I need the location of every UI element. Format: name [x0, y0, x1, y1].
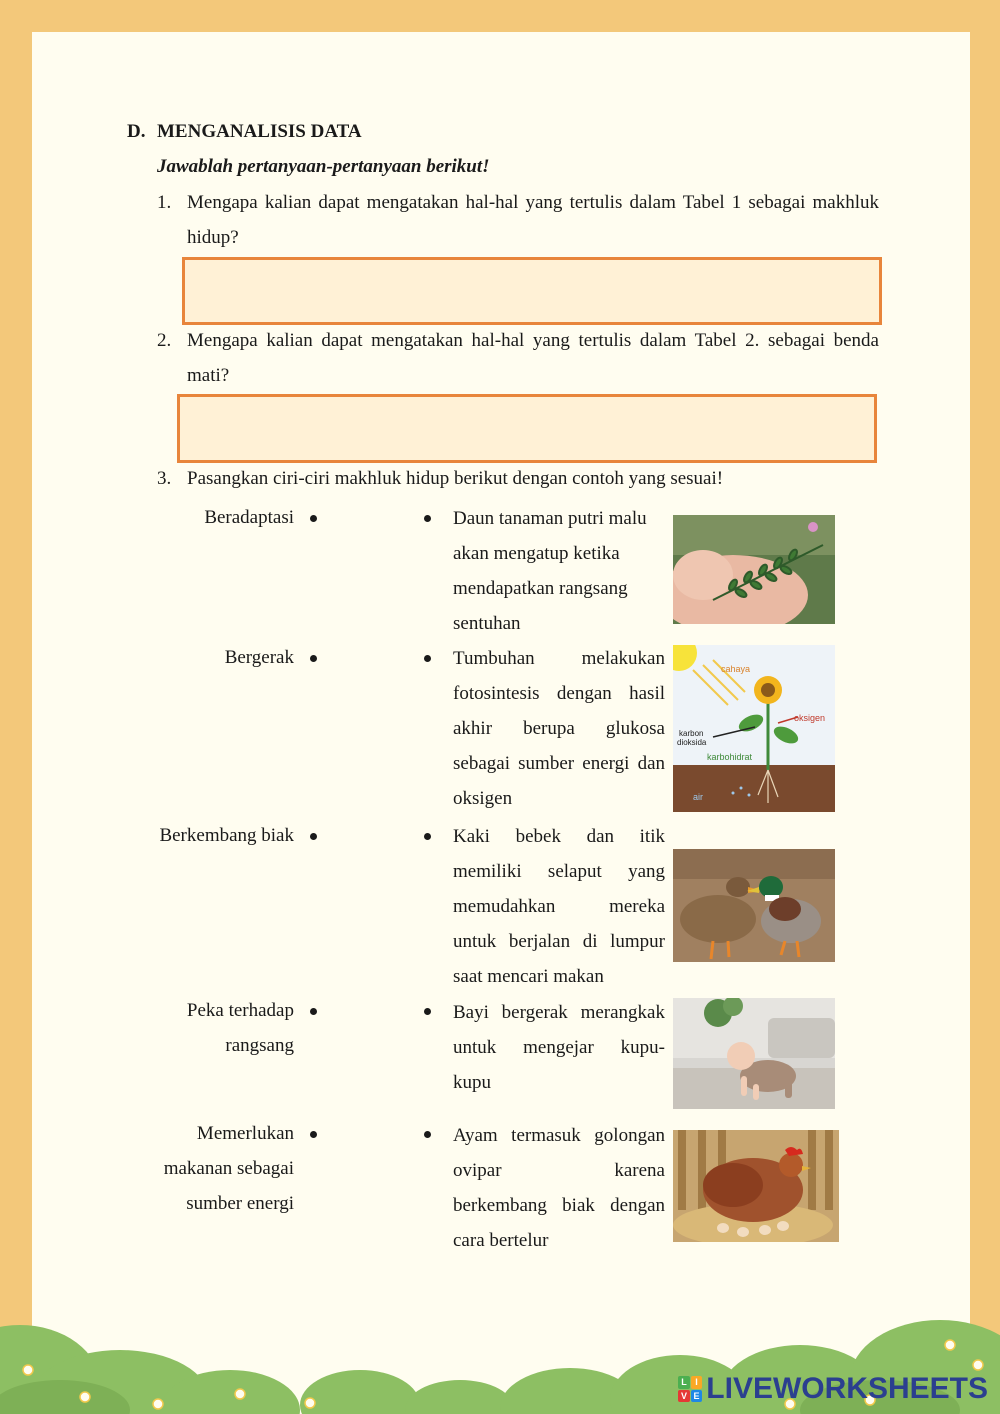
answer-box-1[interactable]	[182, 257, 882, 325]
match-dot-left-5[interactable]	[310, 1131, 317, 1138]
left-item-line: Memerlukan	[196, 1123, 294, 1144]
right-item-putri-malu	[453, 501, 665, 641]
brand-text: LIVEWORKSHEETS	[706, 1372, 988, 1405]
match-dot-right-5[interactable]	[424, 1131, 431, 1138]
right-item-line: oksigen	[453, 788, 513, 809]
ducks-photo	[673, 849, 835, 962]
right-item-line: Ayam termasuk golongan	[453, 1125, 665, 1146]
answer-box-2[interactable]	[177, 394, 877, 463]
section-letter: D.	[127, 121, 146, 142]
section-title-text: MENGANALISIS DATA	[157, 121, 362, 142]
right-item-line: Bayi bergerak merangkak	[453, 1002, 665, 1023]
right-item-line: untuk mengejar kupu-	[453, 1037, 665, 1058]
right-item-line: sentuhan	[453, 613, 521, 634]
right-item-line: fotosintesis dengan hasil	[453, 683, 665, 704]
left-item-line: Berkembang biak	[159, 825, 294, 846]
right-item-line: mendapatkan rangsang	[453, 578, 628, 599]
right-item-line: ovipar karena	[453, 1160, 665, 1181]
right-item-line: Kaki bebek dan itik	[453, 826, 665, 847]
question-2	[157, 323, 879, 393]
match-dot-right-1[interactable]	[424, 515, 431, 522]
left-item-line: rangsang	[225, 1035, 294, 1056]
label-air: air	[693, 792, 704, 802]
match-dot-left-1[interactable]	[310, 515, 317, 522]
label-cahaya: cahaya	[721, 664, 751, 674]
question-3	[157, 461, 879, 496]
left-item-line: Beradaptasi	[204, 507, 294, 528]
label-karbon: karbon	[679, 729, 704, 738]
left-item-berkembang-biak	[94, 818, 294, 853]
left-item-peka-terhadap-rangsang	[94, 993, 294, 1063]
right-item-line: Daun tanaman putri malu	[453, 508, 647, 529]
match-dot-left-3[interactable]	[310, 833, 317, 840]
liveworksheets-brand	[678, 1372, 988, 1406]
question-1-text: Mengapa kalian dapat mengatakan hal-hal yang tertulis dalam Tabel 1 sebagai makhluk hidup?	[187, 192, 879, 248]
left-item-bergerak	[94, 640, 294, 675]
left-item-memerlukan-makanan	[94, 1116, 294, 1221]
right-item-line: cara bertelur	[453, 1230, 549, 1251]
right-item-line: kupu	[453, 1072, 491, 1093]
hen-eggs-photo	[673, 1130, 839, 1242]
crawling-baby-photo	[673, 998, 835, 1109]
photosynthesis-diagram	[673, 645, 835, 812]
question-1	[157, 185, 879, 255]
left-item-line: Peka terhadap	[186, 1000, 294, 1021]
match-dot-right-2[interactable]	[424, 655, 431, 662]
right-item-line: akhir berupa glukosa	[453, 718, 665, 739]
question-2-text: Mengapa kalian dapat mengatakan hal-hal yang tertulis dalam Tabel 2. sebagai benda mati?	[187, 330, 879, 386]
left-item-line: makanan sebagai	[163, 1158, 294, 1179]
right-item-ayam-ovipar	[453, 1118, 665, 1258]
question-3-number: 3.	[157, 468, 172, 489]
mimosa-leaf-photo	[673, 515, 835, 624]
match-dot-left-2[interactable]	[310, 655, 317, 662]
question-1-number: 1.	[157, 192, 172, 213]
right-item-line: akan mengatup ketika	[453, 543, 620, 564]
left-item-line: Bergerak	[224, 647, 294, 668]
right-item-bayi-merangkak	[453, 995, 665, 1100]
match-dot-right-4[interactable]	[424, 1008, 431, 1015]
right-item-line: berkembang biak dengan	[453, 1195, 665, 1216]
right-item-kaki-bebek	[453, 819, 665, 994]
question-2-number: 2.	[157, 330, 172, 351]
right-item-fotosintesis	[453, 641, 665, 816]
left-item-beradaptasi	[94, 500, 294, 535]
right-item-line: memiliki selaput yang	[453, 861, 665, 882]
match-dot-right-3[interactable]	[424, 833, 431, 840]
section-title	[127, 121, 362, 143]
liveworksheets-logo-icon: L I V E	[678, 1376, 702, 1402]
left-item-line: sumber energi	[186, 1193, 294, 1214]
label-dioksida: dioksida	[677, 738, 707, 747]
right-item-line: sebagai sumber energi dan	[453, 753, 665, 774]
question-3-text: Pasangkan ciri-ciri makhluk hidup berikut dengan contoh yang sesuai!	[187, 468, 724, 489]
label-karbohidrat: karbohidrat	[707, 752, 753, 762]
instruction: Jawablah pertanyaan-pertanyaan berikut!	[157, 156, 490, 177]
label-oksigen: oksigen	[794, 713, 826, 723]
right-item-line: saat mencari makan	[453, 966, 604, 987]
match-dot-left-4[interactable]	[310, 1008, 317, 1015]
right-item-line: memudahkan mereka	[453, 896, 665, 917]
right-item-line: Tumbuhan melakukan	[453, 648, 665, 669]
right-item-line: untuk berjalan di lumpur	[453, 931, 665, 952]
